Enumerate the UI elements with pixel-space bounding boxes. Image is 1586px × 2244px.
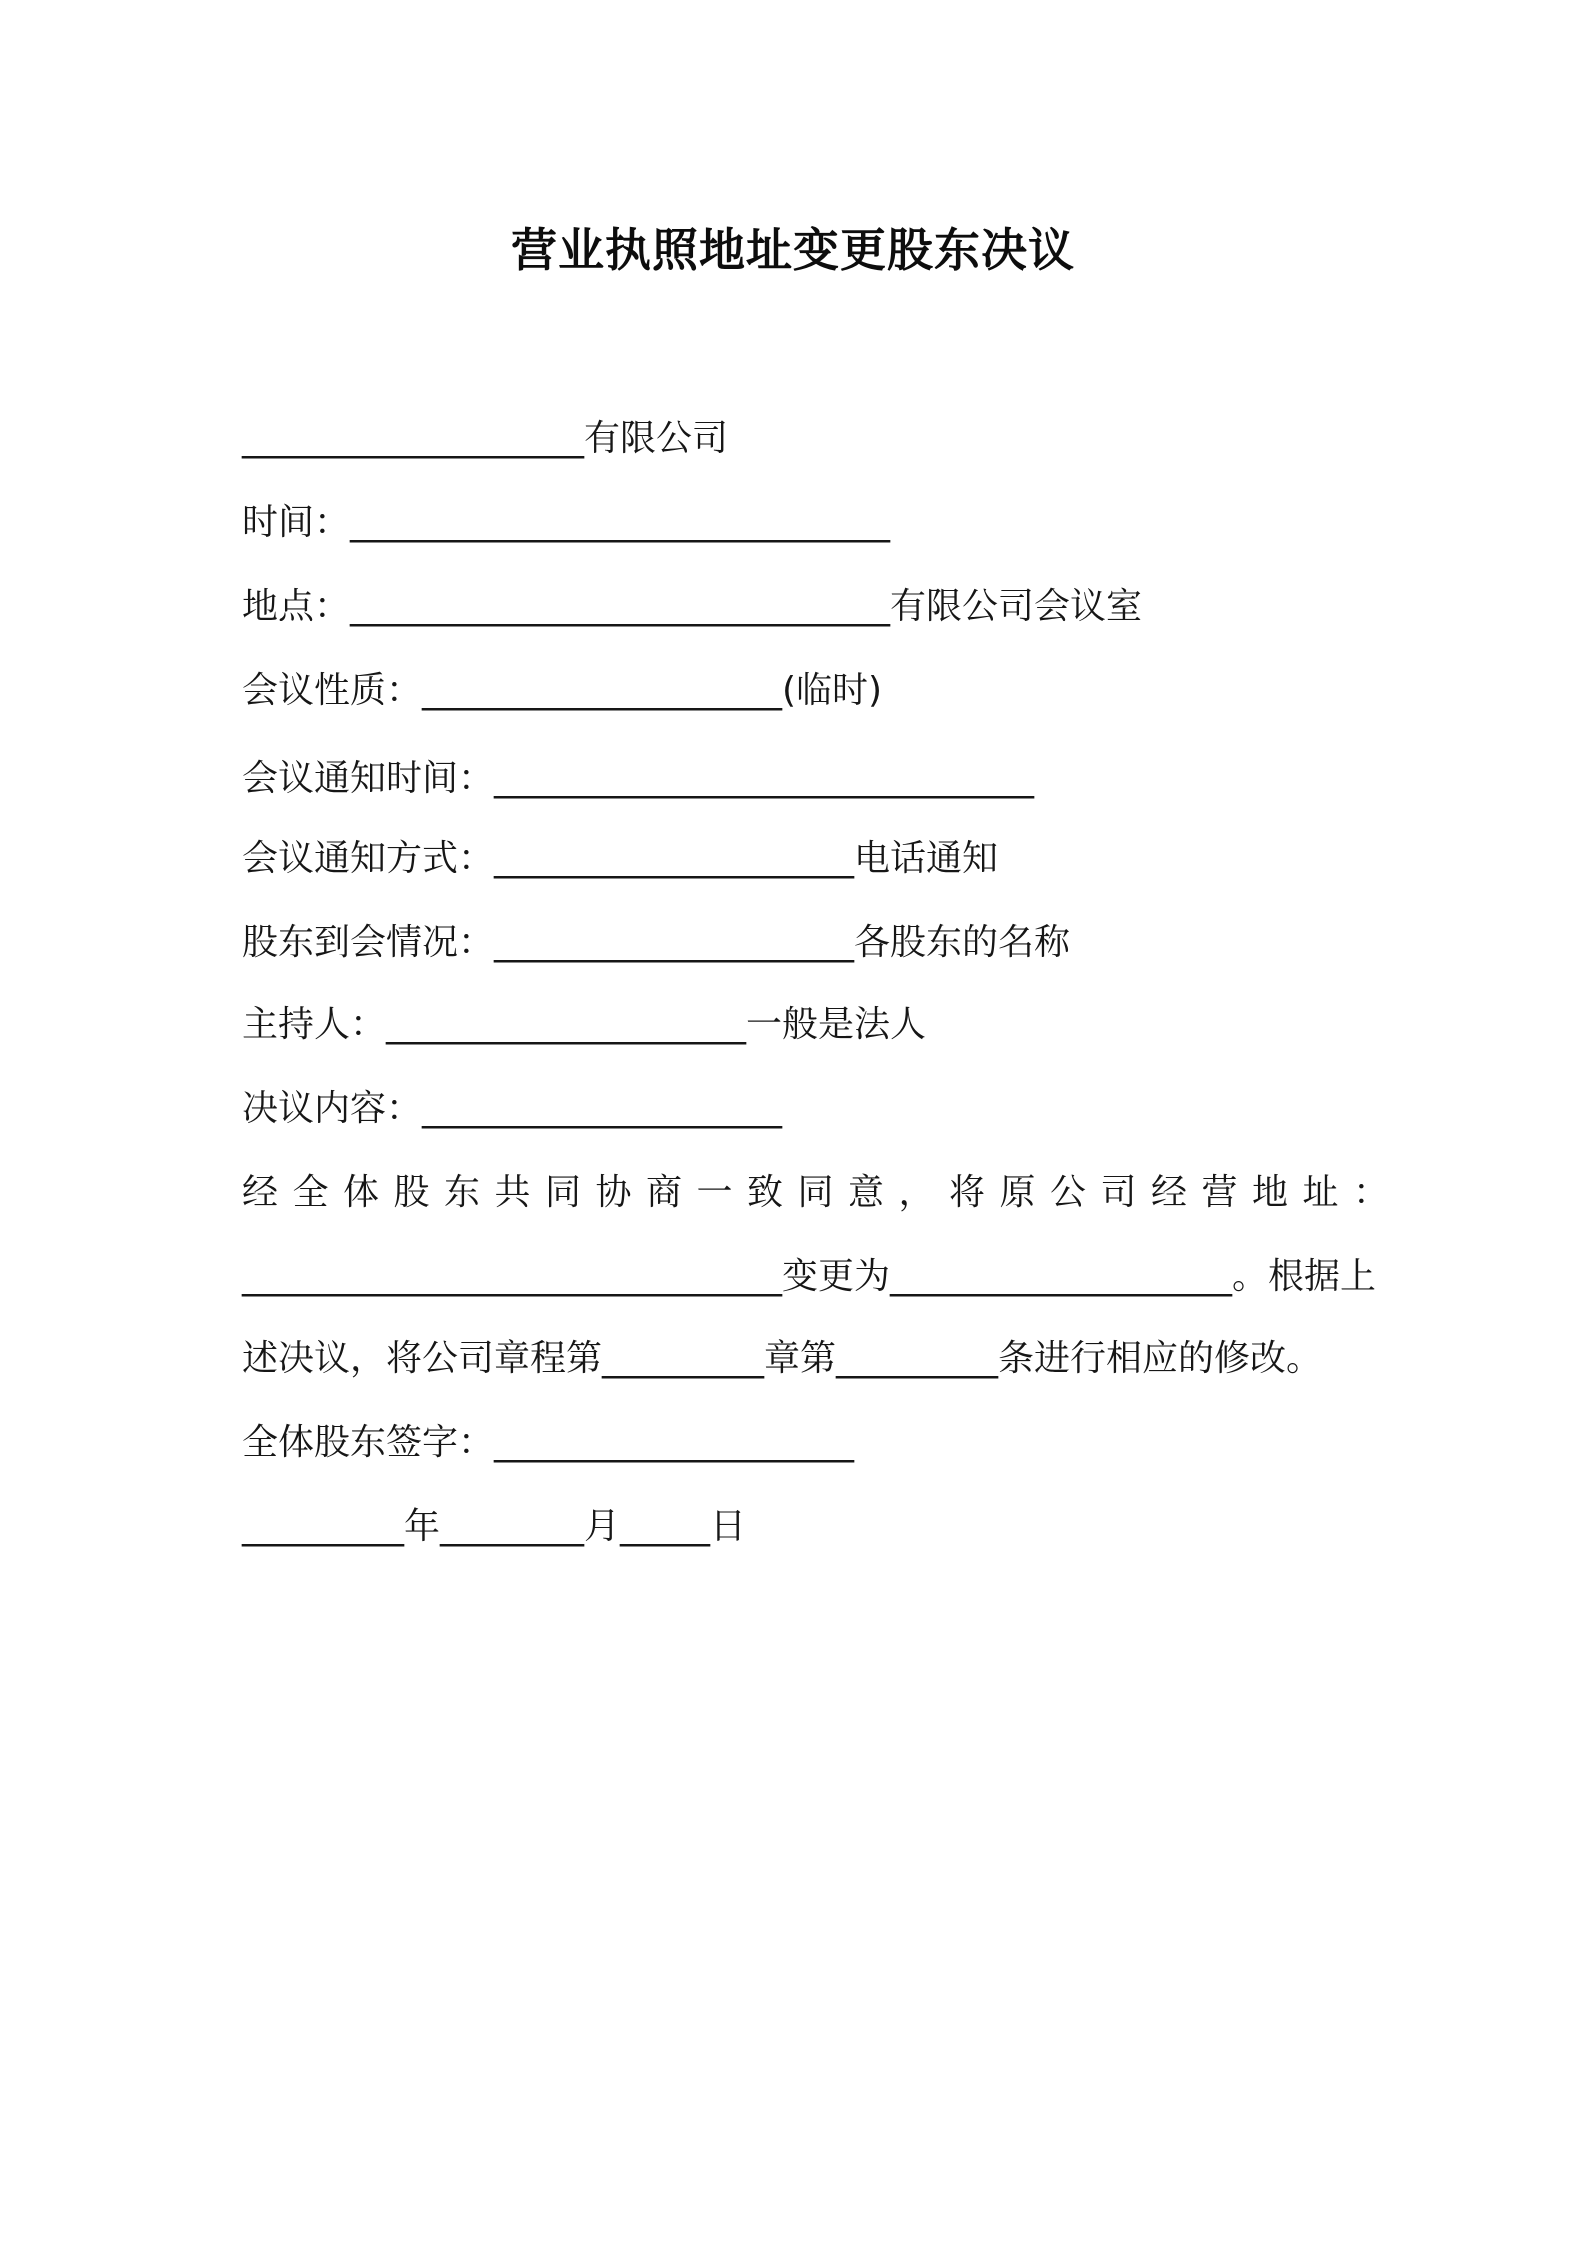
host-line: 主持人：____________________一般是法人 xyxy=(242,1004,927,1045)
resolution-text-line-1: 经全体股东共同协商一致同意，将原公司经营地址： xyxy=(242,1172,1404,1213)
resolution-content-line: 决议内容：____________________ xyxy=(242,1088,783,1129)
document-title: 营业执照地址变更股东决议 xyxy=(511,223,1075,277)
resolution-text-line-3: 述决议，将公司章程第_________章第_________条进行相应的修改。 xyxy=(242,1338,1323,1379)
shareholder-signature-line: 全体股东签字：____________________ xyxy=(242,1422,855,1463)
date-line: _________年________月_____日 xyxy=(242,1506,746,1547)
notice-time-line: 会议通知时间：______________________________ xyxy=(242,758,1035,799)
meeting-location-line: 地点：______________________________有限公司会议室 xyxy=(242,586,1143,627)
meeting-time-line: 时间：______________________________ xyxy=(242,502,891,543)
notice-method-line: 会议通知方式：____________________电话通知 xyxy=(242,838,999,879)
resolution-text-line-2: ______________________________变更为___________________。根据上 xyxy=(242,1256,1377,1297)
company-name-line: ___________________有限公司 xyxy=(242,418,729,459)
attendance-line: 股东到会情况：____________________各股东的名称 xyxy=(242,922,1071,963)
meeting-nature-line: 会议性质：____________________(临时) xyxy=(242,670,883,711)
